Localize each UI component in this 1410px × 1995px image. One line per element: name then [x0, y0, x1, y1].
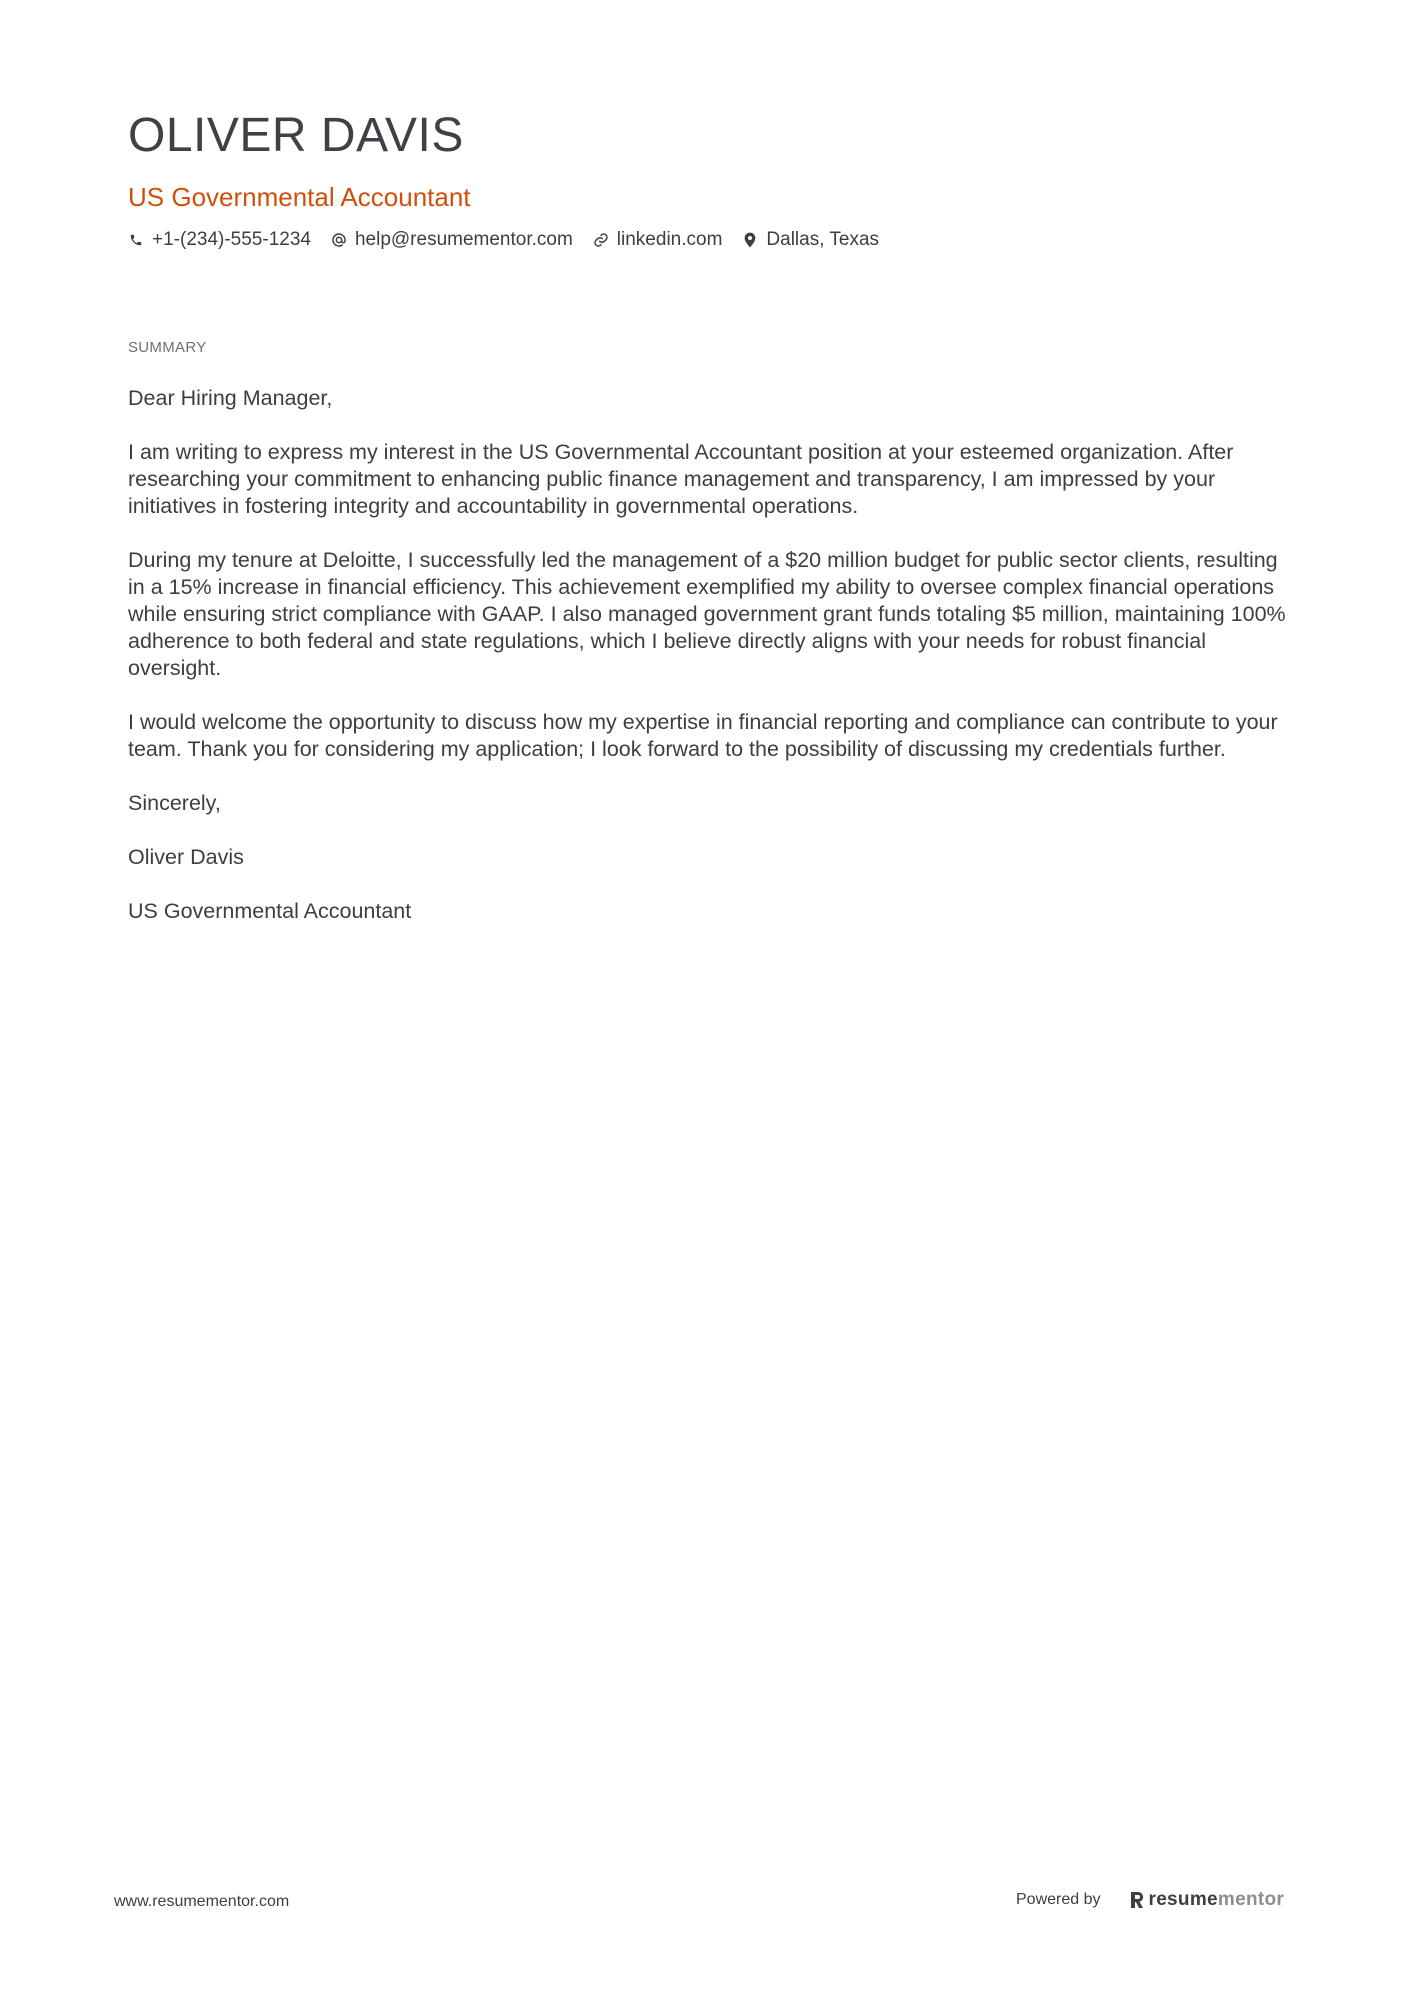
paragraph: During my tenure at Deloitte, I successfully led the management of a $20 million budget for public sector clients, resulting in a 15% increase in financial efficiency. This achievement exemplified my ability to oversee complex financial operations while ensuring strict compliance with GAAP. I also managed government grant funds totaling $5 million, maintaining 100% adherence to both federal and state regulations, which I believe directly aligns with your needs for robust financial oversight.	[128, 548, 1286, 680]
brand-logo[interactable]	[1129, 1889, 1285, 1911]
resumementor-logo-icon	[1129, 1890, 1145, 1910]
paragraph: I am writing to express my interest in the US Governmental Accountant position at your esteemed organization. After researching your commitment to enhancing public finance management and transparency, I am impressed by your initiatives in fostering integrity and accountability in governmental operations.	[128, 440, 1234, 518]
powered-by-label: Powered by	[1016, 1891, 1101, 1908]
signature-title: US Governmental Accountant	[128, 899, 412, 923]
contact-bar	[128, 228, 899, 252]
brand-name-part1: resume	[1148, 1889, 1218, 1910]
link-icon	[593, 232, 609, 248]
contact-location	[742, 229, 879, 251]
phone-text: +1-(234)-555-1234	[152, 229, 311, 250]
brand-name-part2: mentor	[1217, 1889, 1285, 1910]
email-text[interactable]: help@resumementor.com	[354, 229, 573, 250]
footer-website[interactable]: www.resumementor.com	[114, 1893, 290, 1910]
summary-heading: SUMMARY	[128, 339, 207, 356]
location-text: Dallas, Texas	[766, 229, 880, 250]
phone-icon	[128, 232, 144, 248]
letter-body	[128, 385, 1288, 952]
map-pin-icon	[742, 232, 758, 248]
contact-linkedin[interactable]	[593, 229, 723, 251]
signature-name: Oliver Davis	[128, 845, 244, 869]
paragraph: I would welcome the opportunity to discuss how my expertise in financial reporting and compliance can contribute to your team. Thank you for considering my application; I look forward to the possibility of discussing my credentials further.	[128, 710, 1278, 761]
greeting: Dear Hiring Manager,	[128, 386, 333, 410]
candidate-title: US Governmental Accountant	[128, 182, 471, 212]
candidate-name: OLIVER DAVIS	[128, 109, 464, 162]
contact-phone	[128, 229, 311, 251]
linkedin-text[interactable]: linkedin.com	[616, 229, 723, 250]
closing: Sincerely,	[128, 791, 221, 815]
footer-branding	[1016, 1886, 1284, 1914]
at-icon	[331, 232, 347, 248]
contact-email[interactable]	[331, 229, 573, 251]
brand-name	[1149, 1889, 1285, 1911]
